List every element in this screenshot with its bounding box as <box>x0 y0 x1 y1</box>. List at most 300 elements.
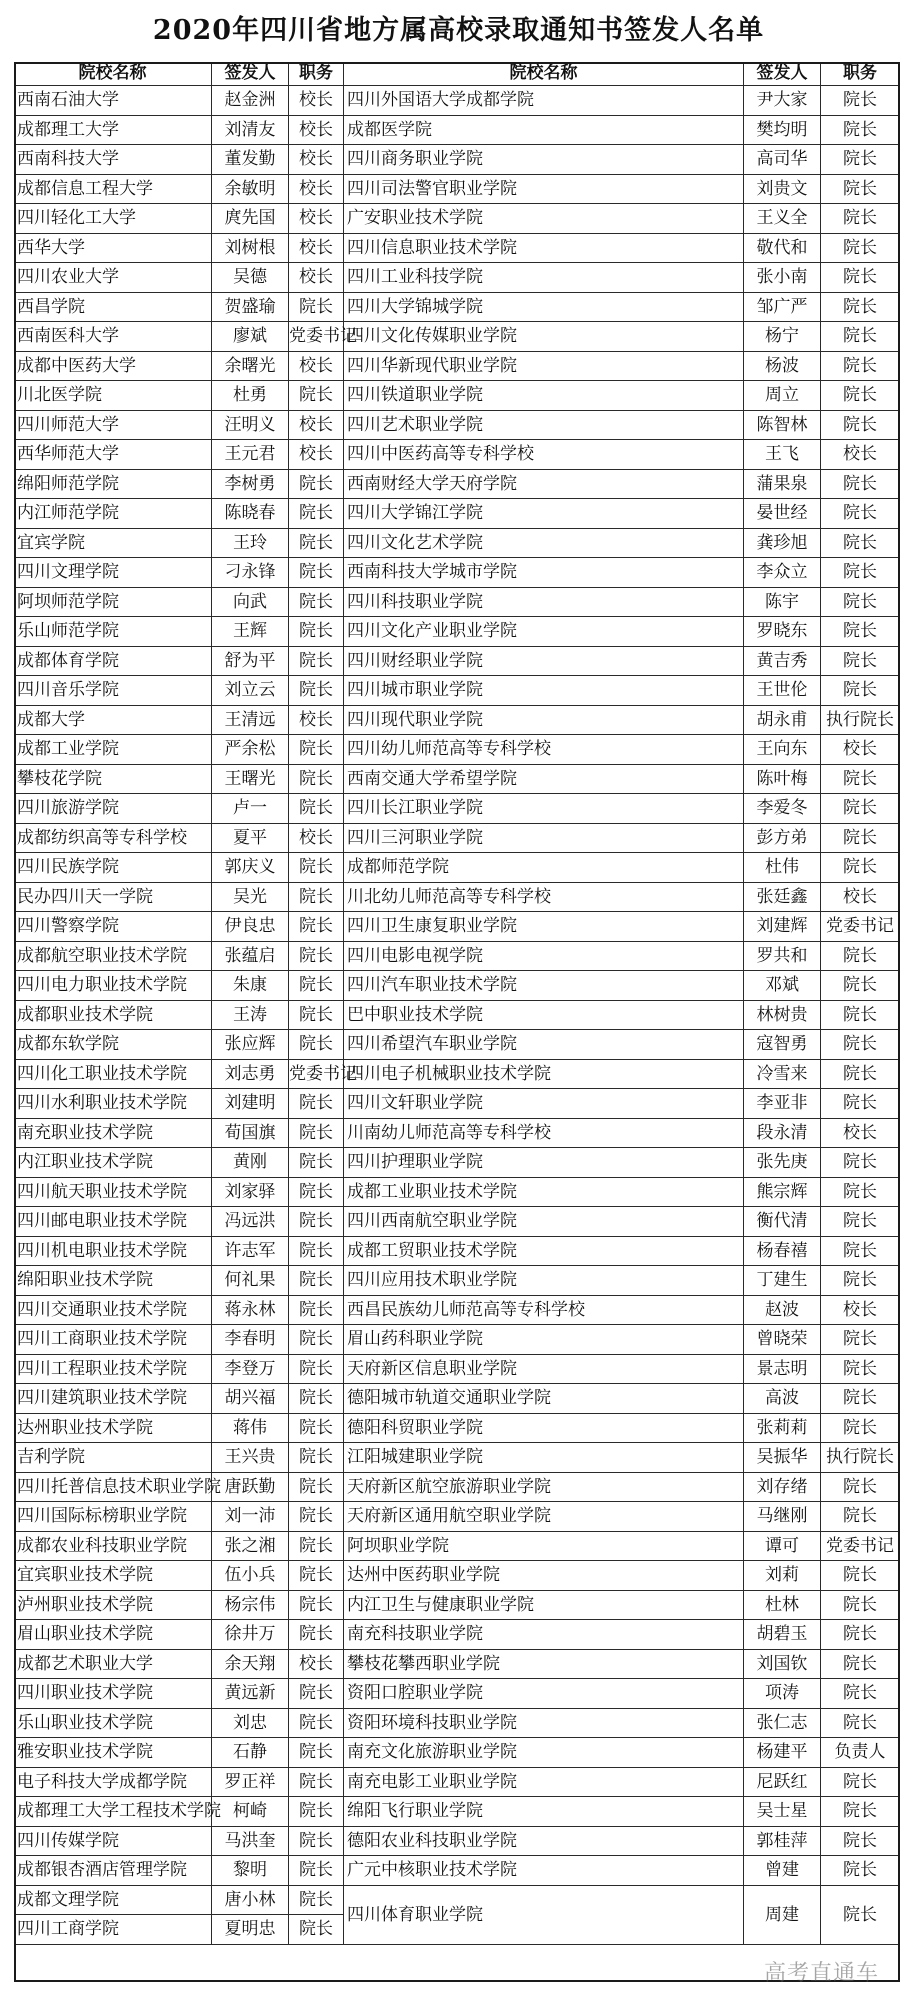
left-signer-name-cell: 余天翔 <box>212 1650 289 1680</box>
left-position-cell: 院长 <box>289 942 344 972</box>
right-position-cell: 校长 <box>821 883 900 913</box>
right-signer-name-cell: 杜伟 <box>744 853 821 883</box>
right-school-name-cell: 四川商务职业学院 <box>344 145 744 175</box>
left-position-cell: 院长 <box>289 529 344 559</box>
left-school-name-cell: 眉山职业技术学院 <box>14 1620 212 1650</box>
right-signer-name-cell: 林树贵 <box>744 1001 821 1031</box>
right-signer-name-cell: 高波 <box>744 1384 821 1414</box>
left-position-cell: 院长 <box>289 1502 344 1532</box>
right-position-cell: 院长 <box>821 1355 900 1385</box>
left-school-name-cell: 成都工业学院 <box>14 735 212 765</box>
left-school-name-cell: 西南医科大学 <box>14 322 212 352</box>
left-school-name-cell: 四川电力职业技术学院 <box>14 971 212 1001</box>
right-signer-name-cell: 张先庚 <box>744 1148 821 1178</box>
left-signer-name-cell: 余敏明 <box>212 175 289 205</box>
right-school-name-cell: 南充文化旅游职业学院 <box>344 1738 744 1768</box>
left-signer-name-cell: 刘清友 <box>212 116 289 146</box>
right-position-cell: 院长 <box>821 352 900 382</box>
right-position-cell: 院长 <box>821 263 900 293</box>
right-school-name-cell: 四川大学锦江学院 <box>344 499 744 529</box>
right-school-name-cell: 四川幼儿师范高等专科学校 <box>344 735 744 765</box>
right-signer-name-cell: 曾晓荣 <box>744 1325 821 1355</box>
left-position-cell: 校长 <box>289 175 344 205</box>
left-school-name-cell: 成都艺术职业大学 <box>14 1650 212 1680</box>
right-position-cell: 院长 <box>821 1384 900 1414</box>
left-position-cell: 校长 <box>289 706 344 736</box>
right-school-name-cell: 巴中职业技术学院 <box>344 1001 744 1031</box>
left-position-cell: 院长 <box>289 794 344 824</box>
right-position-cell: 执行院长 <box>821 1443 900 1473</box>
right-signer-name-cell: 邓斌 <box>744 971 821 1001</box>
right-school-name-cell: 四川西南航空职业学院 <box>344 1207 744 1237</box>
left-signer-name-cell: 罗正祥 <box>212 1768 289 1798</box>
right-school-name-cell: 德阳农业科技职业学院 <box>344 1827 744 1857</box>
right-school-name-cell: 资阳口腔职业学院 <box>344 1679 744 1709</box>
right-signer-name-cell: 杜林 <box>744 1591 821 1621</box>
right-signer-name-cell: 彭方弟 <box>744 824 821 854</box>
right-school-name-cell: 四川文化产业职业学院 <box>344 617 744 647</box>
signer-table <box>14 62 900 1982</box>
right-signer-name-cell: 杨波 <box>744 352 821 382</box>
left-school-name-cell: 成都大学 <box>14 706 212 736</box>
right-signer-name-cell: 周建 <box>744 1886 821 1945</box>
right-school-name-cell: 广元中核职业技术学院 <box>344 1856 744 1886</box>
right-position-cell: 院长 <box>821 1266 900 1296</box>
left-position-cell: 院长 <box>289 676 344 706</box>
left-position-cell: 院长 <box>289 1591 344 1621</box>
left-signer-name-cell: 王兴贵 <box>212 1443 289 1473</box>
right-position-cell: 院长 <box>821 971 900 1001</box>
right-position-cell: 院长 <box>821 1620 900 1650</box>
right-position-cell: 执行院长 <box>821 706 900 736</box>
right-school-name-cell: 四川文化艺术学院 <box>344 529 744 559</box>
right-position-cell: 院长 <box>821 853 900 883</box>
right-position-cell: 院长 <box>821 676 900 706</box>
left-position-cell: 校长 <box>289 824 344 854</box>
left-school-name-cell: 成都中医药大学 <box>14 352 212 382</box>
left-position-cell: 院长 <box>289 1886 344 1916</box>
left-position-cell: 院长 <box>289 558 344 588</box>
left-signer-name-cell: 董发勤 <box>212 145 289 175</box>
left-signer-name-cell: 汪明义 <box>212 411 289 441</box>
right-school-name-cell: 四川财经职业学院 <box>344 647 744 677</box>
left-signer-name-cell: 马洪奎 <box>212 1827 289 1857</box>
left-signer-name-cell: 严余松 <box>212 735 289 765</box>
left-position-cell: 院长 <box>289 1473 344 1503</box>
left-signer-name-cell: 徐井万 <box>212 1620 289 1650</box>
left-position-cell: 院长 <box>289 1620 344 1650</box>
right-position-cell: 院长 <box>821 1561 900 1591</box>
right-school-name-cell: 成都医学院 <box>344 116 744 146</box>
left-school-name-cell: 四川邮电职业技术学院 <box>14 1207 212 1237</box>
right-signer-name-cell: 罗共和 <box>744 942 821 972</box>
column-header-position: 职务 <box>289 62 344 86</box>
left-signer-name-cell: 石静 <box>212 1738 289 1768</box>
left-position-cell: 校长 <box>289 204 344 234</box>
right-position-cell: 院长 <box>821 942 900 972</box>
right-school-name-cell: 川南幼儿师范高等专科学校 <box>344 1119 744 1149</box>
column-header-signer-name: 签发人 <box>744 62 821 86</box>
column-header-school-name: 院校名称 <box>344 62 744 86</box>
left-position-cell: 校长 <box>289 234 344 264</box>
left-position-cell: 校长 <box>289 440 344 470</box>
right-position-cell: 院长 <box>821 499 900 529</box>
left-signer-name-cell: 向武 <box>212 588 289 618</box>
right-school-name-cell: 绵阳飞行职业学院 <box>344 1797 744 1827</box>
left-signer-name-cell: 杜勇 <box>212 381 289 411</box>
left-position-cell: 院长 <box>289 1237 344 1267</box>
left-school-name-cell: 四川托普信息技术职业学院 <box>14 1473 212 1503</box>
right-signer-name-cell: 刘国钦 <box>744 1650 821 1680</box>
right-school-name-cell: 四川中医药高等专科学校 <box>344 440 744 470</box>
left-signer-name-cell: 庹先国 <box>212 204 289 234</box>
page-title: 2020年四川省地方属高校录取通知书签发人名单 <box>152 15 765 46</box>
right-position-cell: 院长 <box>821 1591 900 1621</box>
left-position-cell: 院长 <box>289 499 344 529</box>
left-signer-name-cell: 柯崎 <box>212 1797 289 1827</box>
right-position-cell: 院长 <box>821 116 900 146</box>
left-school-name-cell: 成都银杏酒店管理学院 <box>14 1856 212 1886</box>
right-school-name-cell: 川北幼儿师范高等专科学校 <box>344 883 744 913</box>
watermark: 高考直通车 <box>763 1961 879 1986</box>
right-school-name-cell: 四川大学锦城学院 <box>344 293 744 323</box>
right-signer-name-cell: 冷雪来 <box>744 1060 821 1090</box>
right-school-name-cell: 四川文化传媒职业学院 <box>344 322 744 352</box>
left-school-name-cell: 四川水利职业技术学院 <box>14 1089 212 1119</box>
right-school-name-cell: 达州中医药职业学院 <box>344 1561 744 1591</box>
left-position-cell: 院长 <box>289 1856 344 1886</box>
left-signer-name-cell: 刘建明 <box>212 1089 289 1119</box>
left-school-name-cell: 四川交通职业技术学院 <box>14 1296 212 1326</box>
right-school-name-cell: 四川外国语大学成都学院 <box>344 86 744 116</box>
right-position-cell: 院长 <box>821 794 900 824</box>
right-position-cell: 院长 <box>821 1178 900 1208</box>
left-signer-name-cell: 陈晓春 <box>212 499 289 529</box>
right-signer-name-cell: 刘存绪 <box>744 1473 821 1503</box>
left-position-cell: 院长 <box>289 1915 344 1945</box>
left-position-cell: 院长 <box>289 1384 344 1414</box>
right-signer-name-cell: 杨建平 <box>744 1738 821 1768</box>
left-signer-name-cell: 张之湘 <box>212 1532 289 1562</box>
left-signer-name-cell: 王涛 <box>212 1001 289 1031</box>
right-position-cell: 院长 <box>821 558 900 588</box>
right-signer-name-cell: 景志明 <box>744 1355 821 1385</box>
right-position-cell: 院长 <box>821 470 900 500</box>
right-signer-name-cell: 罗晓东 <box>744 617 821 647</box>
left-position-cell: 党委书记 <box>289 322 344 352</box>
left-signer-name-cell: 唐小林 <box>212 1886 289 1916</box>
left-signer-name-cell: 荀国旗 <box>212 1119 289 1149</box>
right-signer-name-cell: 陈叶梅 <box>744 765 821 795</box>
left-position-cell: 党委书记 <box>289 1060 344 1090</box>
left-position-cell: 院长 <box>289 1001 344 1031</box>
right-position-cell: 院长 <box>821 1827 900 1857</box>
left-signer-name-cell: 夏平 <box>212 824 289 854</box>
left-signer-name-cell: 刘忠 <box>212 1709 289 1739</box>
right-position-cell: 院长 <box>821 1768 900 1798</box>
left-position-cell: 院长 <box>289 971 344 1001</box>
right-position-cell: 院长 <box>821 1473 900 1503</box>
left-position-cell: 院长 <box>289 1207 344 1237</box>
right-school-name-cell: 攀枝花攀西职业学院 <box>344 1650 744 1680</box>
left-signer-name-cell: 黎明 <box>212 1856 289 1886</box>
right-signer-name-cell: 王义全 <box>744 204 821 234</box>
left-school-name-cell: 宜宾学院 <box>14 529 212 559</box>
left-signer-name-cell: 刘树根 <box>212 234 289 264</box>
right-signer-name-cell: 尹大家 <box>744 86 821 116</box>
right-signer-name-cell: 段永清 <box>744 1119 821 1149</box>
left-position-cell: 院长 <box>289 293 344 323</box>
left-position-cell: 校长 <box>289 1650 344 1680</box>
right-school-name-cell: 四川希望汽车职业学院 <box>344 1030 744 1060</box>
right-school-name-cell: 西南交通大学希望学院 <box>344 765 744 795</box>
left-school-name-cell: 绵阳职业技术学院 <box>14 1266 212 1296</box>
right-signer-name-cell: 刘贵文 <box>744 175 821 205</box>
right-position-cell: 院长 <box>821 1709 900 1739</box>
left-school-name-cell: 绵阳师范学院 <box>14 470 212 500</box>
right-signer-name-cell: 张小南 <box>744 263 821 293</box>
right-signer-name-cell: 谭可 <box>744 1532 821 1562</box>
left-signer-name-cell: 刘志勇 <box>212 1060 289 1090</box>
right-school-name-cell: 四川现代职业学院 <box>344 706 744 736</box>
right-position-cell: 院长 <box>821 1001 900 1031</box>
right-school-name-cell: 四川城市职业学院 <box>344 676 744 706</box>
left-school-name-cell: 四川航天职业技术学院 <box>14 1178 212 1208</box>
left-signer-name-cell: 王辉 <box>212 617 289 647</box>
right-signer-name-cell: 王向东 <box>744 735 821 765</box>
left-position-cell: 院长 <box>289 1738 344 1768</box>
left-signer-name-cell: 蒋永林 <box>212 1296 289 1326</box>
left-signer-name-cell: 廖斌 <box>212 322 289 352</box>
left-position-cell: 院长 <box>289 1030 344 1060</box>
left-position-cell: 校长 <box>289 352 344 382</box>
right-position-cell: 院长 <box>821 1502 900 1532</box>
right-signer-name-cell: 敬代和 <box>744 234 821 264</box>
right-signer-name-cell: 熊宗辉 <box>744 1178 821 1208</box>
column-header-school-name: 院校名称 <box>14 62 212 86</box>
left-school-name-cell: 吉利学院 <box>14 1443 212 1473</box>
right-school-name-cell: 四川应用技术职业学院 <box>344 1266 744 1296</box>
left-school-name-cell: 四川工商学院 <box>14 1915 212 1945</box>
right-position-cell: 院长 <box>821 1679 900 1709</box>
right-position-cell: 院长 <box>821 175 900 205</box>
left-signer-name-cell: 王清远 <box>212 706 289 736</box>
right-position-cell: 院长 <box>821 1207 900 1237</box>
left-signer-name-cell: 李春明 <box>212 1325 289 1355</box>
left-signer-name-cell: 黄远新 <box>212 1679 289 1709</box>
right-school-name-cell: 德阳城市轨道交通职业学院 <box>344 1384 744 1414</box>
right-position-cell: 院长 <box>821 1030 900 1060</box>
right-school-name-cell: 四川体育职业学院 <box>344 1886 744 1945</box>
right-signer-name-cell: 高司华 <box>744 145 821 175</box>
left-school-name-cell: 四川工程职业技术学院 <box>14 1355 212 1385</box>
left-position-cell: 院长 <box>289 912 344 942</box>
right-school-name-cell: 德阳科贸职业学院 <box>344 1414 744 1444</box>
left-signer-name-cell: 刁永锋 <box>212 558 289 588</box>
left-signer-name-cell: 吴光 <box>212 883 289 913</box>
left-position-cell: 院长 <box>289 1089 344 1119</box>
right-signer-name-cell: 张仁志 <box>744 1709 821 1739</box>
left-school-name-cell: 成都纺织高等专科学校 <box>14 824 212 854</box>
left-signer-name-cell: 赵金洲 <box>212 86 289 116</box>
left-school-name-cell: 成都理工大学工程技术学院 <box>14 1797 212 1827</box>
left-position-cell: 院长 <box>289 765 344 795</box>
left-school-name-cell: 西南科技大学 <box>14 145 212 175</box>
right-position-cell: 院长 <box>821 588 900 618</box>
left-school-name-cell: 宜宾职业技术学院 <box>14 1561 212 1591</box>
right-signer-name-cell: 杨春禧 <box>744 1237 821 1267</box>
right-school-name-cell: 四川三河职业学院 <box>344 824 744 854</box>
right-school-name-cell: 天府新区信息职业学院 <box>344 1355 744 1385</box>
left-school-name-cell: 四川农业大学 <box>14 263 212 293</box>
left-school-name-cell: 西昌学院 <box>14 293 212 323</box>
right-school-name-cell: 资阳环境科技职业学院 <box>344 1709 744 1739</box>
right-school-name-cell: 四川华新现代职业学院 <box>344 352 744 382</box>
right-school-name-cell: 西南科技大学城市学院 <box>344 558 744 588</box>
right-signer-name-cell: 张莉莉 <box>744 1414 821 1444</box>
right-school-name-cell: 广安职业技术学院 <box>344 204 744 234</box>
right-position-cell: 院长 <box>821 204 900 234</box>
right-position-cell: 院长 <box>821 86 900 116</box>
right-school-name-cell: 西南财经大学天府学院 <box>344 470 744 500</box>
left-school-name-cell: 乐山职业技术学院 <box>14 1709 212 1739</box>
right-school-name-cell: 天府新区航空旅游职业学院 <box>344 1473 744 1503</box>
left-signer-name-cell: 张蕴启 <box>212 942 289 972</box>
left-signer-name-cell: 郭庆义 <box>212 853 289 883</box>
left-position-cell: 院长 <box>289 853 344 883</box>
left-position-cell: 校长 <box>289 263 344 293</box>
left-school-name-cell: 四川国际标榜职业学院 <box>14 1502 212 1532</box>
left-position-cell: 院长 <box>289 381 344 411</box>
left-signer-name-cell: 王玲 <box>212 529 289 559</box>
left-school-name-cell: 内江师范学院 <box>14 499 212 529</box>
left-signer-name-cell: 杨宗伟 <box>212 1591 289 1621</box>
right-school-name-cell: 天府新区通用航空职业学院 <box>344 1502 744 1532</box>
right-school-name-cell: 南充电影工业职业学院 <box>344 1768 744 1798</box>
left-position-cell: 院长 <box>289 1679 344 1709</box>
left-school-name-cell: 西华大学 <box>14 234 212 264</box>
left-position-cell: 院长 <box>289 617 344 647</box>
left-school-name-cell: 成都职业技术学院 <box>14 1001 212 1031</box>
left-signer-name-cell: 冯远洪 <box>212 1207 289 1237</box>
right-school-name-cell: 四川工业科技学院 <box>344 263 744 293</box>
right-signer-name-cell: 陈宇 <box>744 588 821 618</box>
right-school-name-cell: 四川卫生康复职业学院 <box>344 912 744 942</box>
right-signer-name-cell: 胡永甫 <box>744 706 821 736</box>
left-position-cell: 院长 <box>289 883 344 913</box>
right-school-name-cell: 眉山药科职业学院 <box>344 1325 744 1355</box>
right-signer-name-cell: 蒲果泉 <box>744 470 821 500</box>
left-school-name-cell: 民办四川天一学院 <box>14 883 212 913</box>
left-school-name-cell: 四川旅游学院 <box>14 794 212 824</box>
right-signer-name-cell: 寇智勇 <box>744 1030 821 1060</box>
left-position-cell: 院长 <box>289 1443 344 1473</box>
left-signer-name-cell: 夏明忠 <box>212 1915 289 1945</box>
left-position-cell: 校长 <box>289 145 344 175</box>
left-signer-name-cell: 卢一 <box>212 794 289 824</box>
right-signer-name-cell: 李亚非 <box>744 1089 821 1119</box>
left-position-cell: 院长 <box>289 1561 344 1591</box>
left-position-cell: 院长 <box>289 1797 344 1827</box>
right-signer-name-cell: 吴士星 <box>744 1797 821 1827</box>
left-school-name-cell: 四川民族学院 <box>14 853 212 883</box>
right-school-name-cell: 内江卫生与健康职业学院 <box>344 1591 744 1621</box>
right-signer-name-cell: 刘建辉 <box>744 912 821 942</box>
left-signer-name-cell: 李树勇 <box>212 470 289 500</box>
right-position-cell: 党委书记 <box>821 912 900 942</box>
right-signer-name-cell: 赵波 <box>744 1296 821 1326</box>
right-school-name-cell: 南充科技职业学院 <box>344 1620 744 1650</box>
left-position-cell: 院长 <box>289 1827 344 1857</box>
right-school-name-cell: 西昌民族幼儿师范高等专科学校 <box>344 1296 744 1326</box>
right-school-name-cell: 四川铁道职业学院 <box>344 381 744 411</box>
left-school-name-cell: 四川警察学院 <box>14 912 212 942</box>
left-signer-name-cell: 李登万 <box>212 1355 289 1385</box>
left-school-name-cell: 成都文理学院 <box>14 1886 212 1916</box>
left-position-cell: 院长 <box>289 1414 344 1444</box>
left-school-name-cell: 电子科技大学成都学院 <box>14 1768 212 1798</box>
left-signer-name-cell: 刘家驿 <box>212 1178 289 1208</box>
right-position-cell: 校长 <box>821 440 900 470</box>
right-position-cell: 校长 <box>821 735 900 765</box>
left-school-name-cell: 川北医学院 <box>14 381 212 411</box>
left-signer-name-cell: 何礼果 <box>212 1266 289 1296</box>
left-signer-name-cell: 伊良忠 <box>212 912 289 942</box>
left-signer-name-cell: 胡兴福 <box>212 1384 289 1414</box>
left-signer-name-cell: 刘立云 <box>212 676 289 706</box>
column-header-position: 职务 <box>821 62 900 86</box>
left-position-cell: 院长 <box>289 1768 344 1798</box>
right-position-cell: 院长 <box>821 293 900 323</box>
column-header-signer-name: 签发人 <box>212 62 289 86</box>
right-position-cell: 院长 <box>821 411 900 441</box>
left-school-name-cell: 达州职业技术学院 <box>14 1414 212 1444</box>
left-signer-name-cell: 吴德 <box>212 263 289 293</box>
right-position-cell: 校长 <box>821 1119 900 1149</box>
left-position-cell: 院长 <box>289 1178 344 1208</box>
left-school-name-cell: 成都体育学院 <box>14 647 212 677</box>
left-school-name-cell: 四川化工职业技术学院 <box>14 1060 212 1090</box>
left-school-name-cell: 四川建筑职业技术学院 <box>14 1384 212 1414</box>
right-position-cell: 院长 <box>821 617 900 647</box>
left-signer-name-cell: 贺盛瑜 <box>212 293 289 323</box>
left-signer-name-cell: 唐跃勤 <box>212 1473 289 1503</box>
left-school-name-cell: 西华师范大学 <box>14 440 212 470</box>
right-position-cell: 院长 <box>821 1650 900 1680</box>
right-school-name-cell: 四川文轩职业学院 <box>344 1089 744 1119</box>
left-school-name-cell: 四川工商职业技术学院 <box>14 1325 212 1355</box>
right-signer-name-cell: 龚珍旭 <box>744 529 821 559</box>
left-school-name-cell: 四川文理学院 <box>14 558 212 588</box>
right-position-cell: 院长 <box>821 322 900 352</box>
right-signer-name-cell: 杨宁 <box>744 322 821 352</box>
right-signer-name-cell: 邹广严 <box>744 293 821 323</box>
left-signer-name-cell: 舒为平 <box>212 647 289 677</box>
right-position-cell: 负责人 <box>821 1738 900 1768</box>
left-signer-name-cell: 张应辉 <box>212 1030 289 1060</box>
left-position-cell: 院长 <box>289 647 344 677</box>
left-position-cell: 院长 <box>289 1355 344 1385</box>
right-signer-name-cell: 樊均明 <box>744 116 821 146</box>
left-school-name-cell: 阿坝师范学院 <box>14 588 212 618</box>
right-position-cell: 院长 <box>821 1089 900 1119</box>
left-signer-name-cell: 伍小兵 <box>212 1561 289 1591</box>
left-school-name-cell: 成都理工大学 <box>14 116 212 146</box>
left-position-cell: 院长 <box>289 735 344 765</box>
right-signer-name-cell: 周立 <box>744 381 821 411</box>
left-signer-name-cell: 王元君 <box>212 440 289 470</box>
right-position-cell: 院长 <box>821 145 900 175</box>
